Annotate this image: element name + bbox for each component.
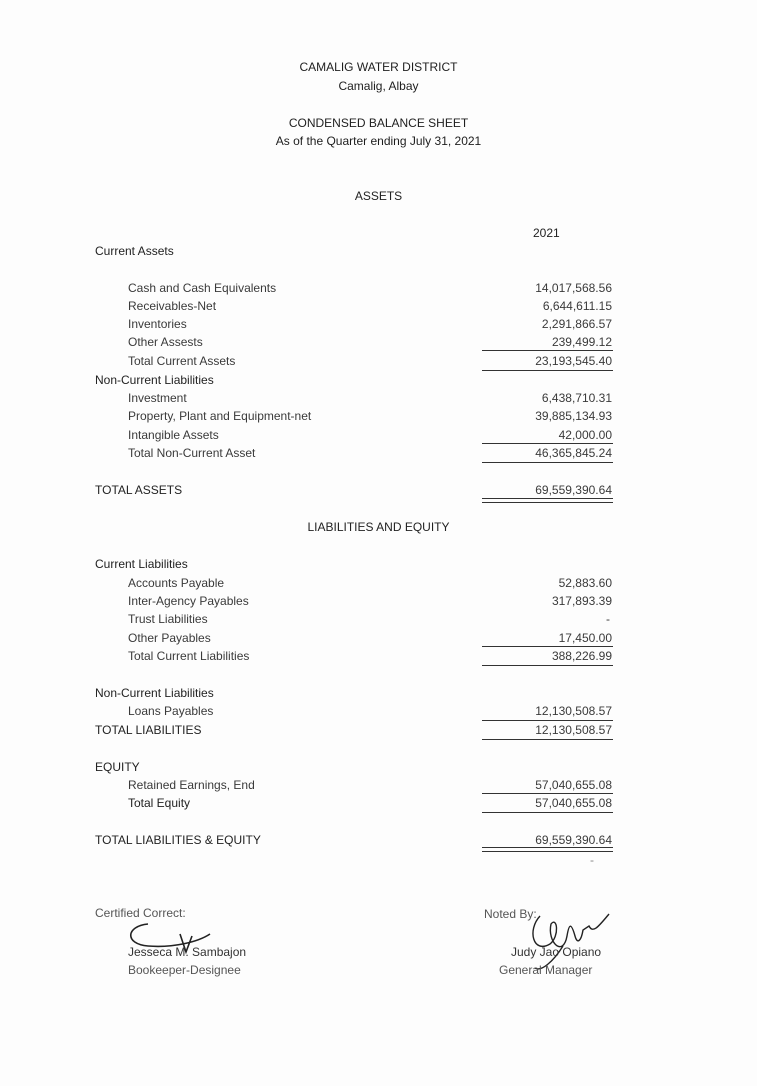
liability-item-label: Inter-Agency Payables — [128, 594, 249, 608]
asset-item-value: 2,291,866.57 — [541, 317, 612, 331]
grand-total-rule — [482, 847, 613, 852]
total-liabilities-equity-label: TOTAL LIABILITIES & EQUITY — [95, 833, 261, 847]
org-name: CAMALIG WATER DISTRICT — [299, 60, 458, 74]
total-rule — [482, 739, 613, 740]
asset-item-label: Cash and Cash Equivalents — [128, 281, 277, 295]
current-assets-label: Current Assets — [95, 244, 174, 258]
liability-item-label: Other Payables — [128, 631, 211, 645]
total-noncurrent-asset-label: Total Non-Current Asset — [128, 446, 256, 460]
asset-item-value: 14,017,568.56 — [535, 281, 612, 295]
total-current-liabilities-value: 388,226.99 — [551, 649, 612, 663]
year-column-header: 2021 — [533, 226, 560, 240]
subtotal-rule — [482, 443, 613, 444]
noted-name: Judy Jao Opiano — [511, 945, 602, 959]
certified-caption: Certified Correct: — [95, 906, 186, 920]
liability-item-label: Loans Payables — [128, 704, 214, 718]
liability-item-value: 317,893.39 — [551, 594, 612, 608]
asset-item-label: Other Assests — [128, 335, 203, 349]
total-rule — [482, 665, 613, 666]
liability-item-label: Accounts Payable — [128, 576, 225, 590]
total-rule — [482, 370, 613, 371]
liability-item-label: Trust Liabilities — [128, 612, 208, 626]
asset-item-value: 6,438,710.31 — [541, 391, 612, 405]
total-equity-label: Total Equity — [128, 796, 191, 810]
certified-name: Jesseca M. Sambajon — [128, 945, 247, 959]
equity-item-label: Retained Earnings, End — [128, 778, 255, 792]
total-assets-label: TOTAL ASSETS — [95, 483, 183, 497]
asset-item-label: Inventories — [128, 317, 187, 331]
total-current-liabilities-label: Total Current Liabilities — [128, 649, 250, 663]
total-liabilities-label: TOTAL LIABILITIES — [95, 723, 202, 737]
subtotal-rule — [482, 720, 613, 721]
total-current-assets-value: 23,193,545.40 — [535, 354, 612, 368]
subtotal-rule — [482, 793, 613, 794]
subtotal-rule — [482, 646, 613, 647]
total-liabilities-equity-value: 69,559,390.64 — [535, 833, 612, 847]
noted-title: General Manager — [499, 963, 593, 977]
total-current-assets-label: Total Current Assets — [128, 354, 236, 368]
liability-item-value: 17,450.00 — [558, 631, 612, 645]
liability-item-value: 52,883.60 — [558, 576, 612, 590]
asset-item-value: 239,499.12 — [551, 335, 612, 349]
asset-item-label: Investment — [128, 391, 187, 405]
total-equity-value: 57,040,655.08 — [535, 796, 612, 810]
subtotal-rule — [482, 350, 613, 351]
asset-item-value: 6,644,611.15 — [542, 299, 612, 313]
asset-item-label: Receivables-Net — [128, 299, 217, 313]
asset-item-value: 39,885,134.93 — [535, 409, 612, 423]
total-assets-value: 69,559,390.64 — [535, 483, 612, 497]
total-rule — [482, 462, 613, 463]
current-liabilities-label: Current Liabilities — [95, 557, 188, 571]
liability-item-value: - — [606, 612, 610, 626]
assets-heading: ASSETS — [354, 189, 403, 203]
liabilities-equity-heading: LIABILITIES AND EQUITY — [307, 520, 450, 534]
document-period: As of the Quarter ending July 31, 2021 — [275, 134, 482, 148]
total-liabilities-value: 12,130,508.57 — [535, 723, 612, 737]
total-rule — [482, 812, 613, 813]
liability-item-value: 12,130,508.57 — [535, 704, 612, 718]
equity-item-value: 57,040,655.08 — [535, 778, 612, 792]
noncurrent-liabilities-label: Non-Current Liabilities — [95, 686, 214, 700]
asset-item-value: 42,000.00 — [558, 428, 612, 442]
document-title: CONDENSED BALANCE SHEET — [288, 116, 469, 130]
equity-label: EQUITY — [95, 760, 140, 774]
total-noncurrent-asset-value: 46,365,845.24 — [535, 446, 612, 460]
asset-item-label: Property, Plant and Equipment-net — [128, 409, 312, 423]
trailing-mark: - — [590, 853, 594, 867]
noted-caption: Noted By: — [484, 907, 537, 921]
asset-item-label: Intangible Assets — [128, 428, 219, 442]
noncurrent-assets-label: Non-Current Liabilities — [95, 373, 214, 387]
certified-title: Bookeeper-Designee — [128, 963, 241, 977]
grand-total-rule — [482, 498, 613, 503]
org-location: Camalig, Albay — [338, 79, 419, 93]
